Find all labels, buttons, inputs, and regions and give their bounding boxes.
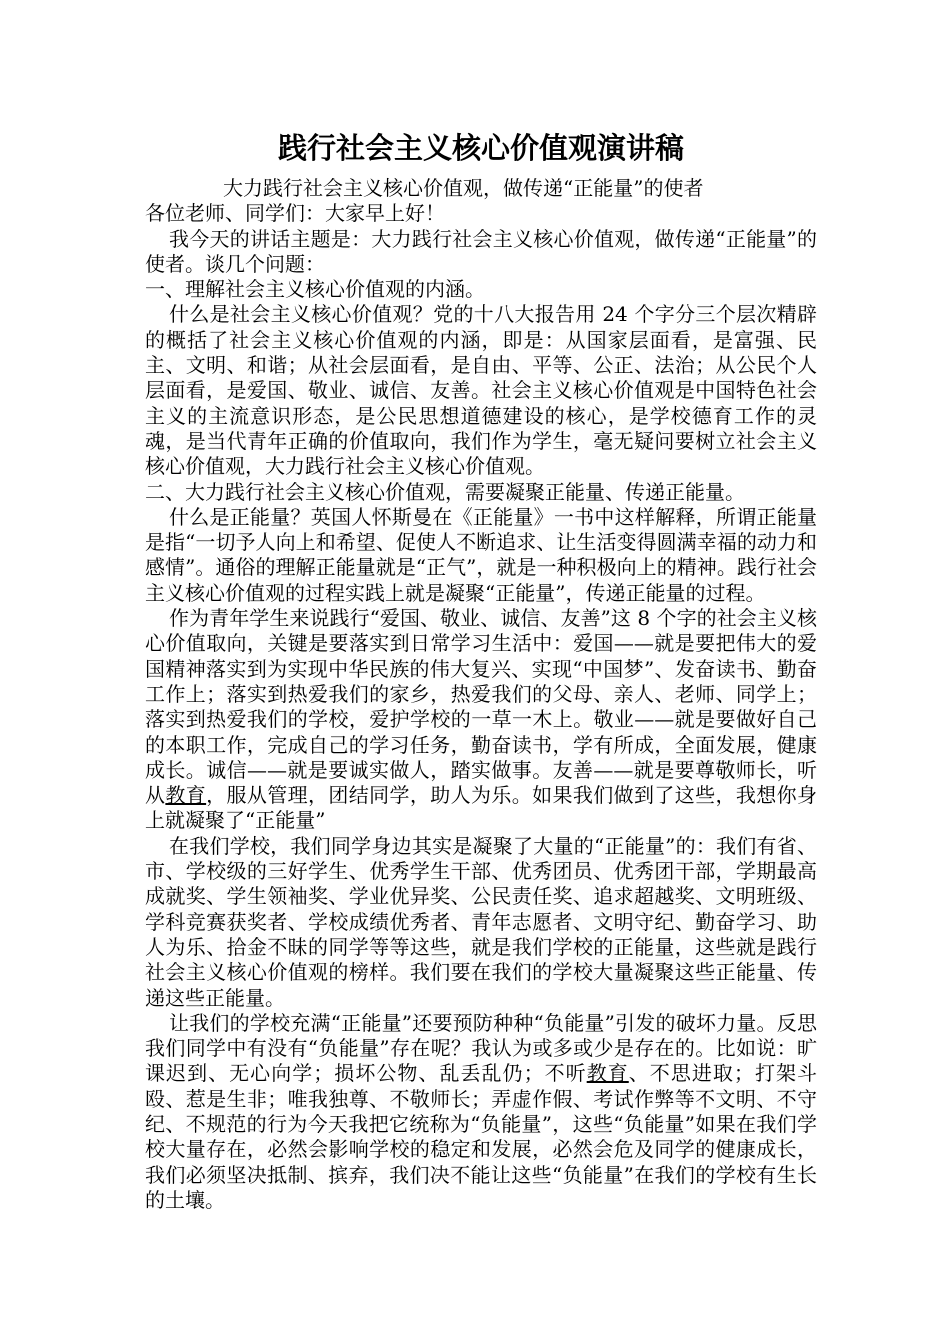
- document-subtitle: 大力践行社会主义核心价值观，做传递“正能量”的使者: [223, 176, 704, 200]
- intro-paragraph: 我今天的讲话主题是：大力践行社会主义核心价值观，做传递“正能量”的使者。谈几个问题：: [145, 226, 817, 276]
- paragraph-3-text-b: ，服从管理，团结同学，助人为乐。如果我们做到了这些，我想你身上就凝聚了“正能量”: [145, 783, 817, 833]
- education-link[interactable]: 教育: [586, 1061, 629, 1086]
- paragraph-3-text-a: 作为青年学生来说践行“爱国、敬业、诚信、友善”这 8 个字的社会主义核心价值取向，关键是要落实到日常学习生活中：爱国——就是要把伟大的爱国精神落实到为实现中华民族的伟大复兴、实现“中国梦”、发奋读书、勤奋工作上；落实到热爱我们的家乡，热爱我们的父母、亲人、老师、同学上；落实到热爱我们的学校，爱护学校的一草一木上。敬业——就是要做好自己的本职工作，完成自己的学习任务，勤奋读书，学有所成，全面发展，健康成长。诚信——就是要诚实做人，踏实做事。友善——就是要尊敬师长，听从: [145, 606, 817, 808]
- paragraph-1: 什么是社会主义核心价值观？党的十八大报告用 24 个字分三个层次精辟的概括了社会主义核心价值观的内涵，即是：从国家层面看，是富强、民主、文明、和谐；从社会层面看，是自由、平等、公正、法治；从公民个人层面看，是爱国、敬业、诚信、友善。社会主义核心价值观是中国特色社会主义的主流意识形态，是公民思想道德建设的核心，是学校德育工作的灵魂，是当代青年正确的价值取向，我们作为学生，毫无疑问要树立社会主义核心价值观，大力践行社会主义核心价值观。: [145, 302, 817, 479]
- greeting: 各位老师、同学们：大家早上好！: [145, 201, 445, 226]
- paragraph-4: 在我们学校，我们同学身边其实是凝聚了大量的“正能量”的：我们有省、市、学校级的三好学生、优秀学生干部、优秀团员、优秀团干部，学期最高成就奖、学生领袖奖、学业优异奖、公民责任奖、追求超越奖、文明班级、学科竞赛获奖者、学校成绩优秀者、青年志愿者、文明守纪、勤奋学习、助人为乐、拾金不昧的同学等等这些，就是我们学校的正能量，这些就是践行社会主义核心价值观的榜样。我们要在我们的学校大量凝聚这些正能量、传递这些正能量。: [145, 833, 817, 1010]
- paragraph-5-text-b: 、不思进取；打架斗殴、惹是生非；唯我独尊、不敬师长；弄虚作假、考试作弊等不文明、不守纪、不规范的行为今天我把它统称为“负能量”，这些“负能量”如果在我们学校大量存在，必然会影响学校的稳定和发展，必然会危及同学的健康成长，我们必须坚决抵制、摈弃，我们决不能让这些“负能量”在我们的学校有生长的土壤。: [145, 1061, 818, 1212]
- paragraph-5-text-a: 让我们的学校充满“正能量”还要预防种种“负能量”引发的破坏力量。反思我们同学中有没有“负能量”存在呢？我认为或多或少是存在的。比如说：旷课迟到、无心向学；损坏公物、乱丢乱仍；不听: [145, 1010, 817, 1086]
- section-heading-1: 一、理解社会主义核心价值观的内涵。: [145, 277, 485, 302]
- education-link[interactable]: 教育: [165, 783, 207, 808]
- document-page: [145, 128, 817, 1213]
- paragraph-5: [145, 1011, 817, 1213]
- paragraph-2: 什么是正能量？英国人怀斯曼在《正能量》一书中这样解释，所谓正能量是指“一切予人向上和希望、促使人不断追求、让生活变得圆满幸福的动力和感情”。通俗的理解正能量就是“正气”，就是一种积极向上的精神。践行社会主义核心价值观的过程实践上就是凝聚“正能量”，传递正能量的过程。: [145, 504, 817, 605]
- paragraph-3: [145, 606, 817, 834]
- section-heading-2: 二、大力践行社会主义核心价值观，需要凝聚正能量、传递正能量。: [145, 479, 745, 504]
- document-title: 践行社会主义核心价值观演讲稿: [277, 131, 684, 165]
